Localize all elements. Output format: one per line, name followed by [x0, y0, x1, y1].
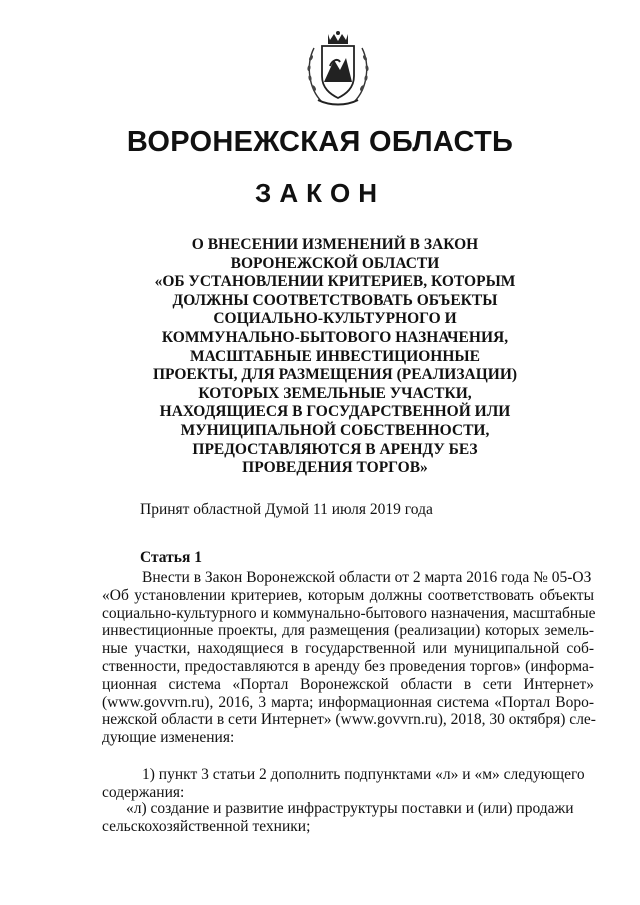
adoption-date: Принят областной Думой 11 июля 2019 года [140, 501, 433, 518]
paragraph-line: нежской области в сети Интернет» (www.govvrn.ru), 2018, 30 октября) сле- [102, 711, 596, 729]
title-line: МУНИЦИПАЛЬНОЙ СОБСТВЕННОСТИ, [180, 421, 490, 439]
title-line: МАСШТАБНЫЕ ИНВЕСТИЦИОННЫЕ [190, 347, 480, 365]
article-paragraph [102, 569, 594, 747]
paragraph-line: 1) пункт 3 статьи 2 дополнить подпунктами «л» и «м» следующего [142, 766, 585, 783]
title-line: ВОРОНЕЖСКОЙ ОБЛАСТИ [230, 254, 440, 272]
paragraph-line: социально-культурного и коммунально-бытового назначения, масштабные [102, 604, 596, 622]
paragraph-line: ционная система «Портал Воронежской области в сети Интернет» [102, 675, 594, 693]
paragraph-line: ственности, предоставляются в аренду без проведения торгов» (информа- [102, 657, 594, 675]
paragraph-line: ные участки, находящиеся в государственной или муниципальной соб- [102, 640, 594, 658]
law-title [140, 236, 530, 478]
paragraph-line: дующие изменения: [102, 729, 235, 747]
paragraph-line: «л) создание и развитие инфраструктуры поставки и (или) продажи [126, 800, 574, 817]
title-line: НАХОДЯЩИЕСЯ В ГОСУДАРСТВЕННОЙ ИЛИ [159, 403, 511, 421]
title-line: ПРЕДОСТАВЛЯЮТСЯ В АРЕНДУ БЕЗ [192, 440, 478, 458]
region-heading: ВОРОНЕЖСКАЯ ОБЛАСТЬ [126, 126, 514, 158]
document-type-heading: ЗАКОН [255, 178, 385, 208]
paragraph-line: инвестиционные проекты, для размещения (реализации) которых земель- [102, 622, 594, 640]
title-line: ДОЛЖНЫ СООТВЕТСТВОВАТЬ ОБЪЕКТЫ [172, 291, 498, 309]
paragraph-line: (www.govvrn.ru), 2016, 3 марта; информационная система «Портал Воро- [102, 693, 594, 711]
paragraph-line: «Об установлении критериев, которым должны соответствовать объекты [102, 586, 594, 604]
article-heading: Статья 1 [140, 549, 202, 566]
paragraph-line: Внести в Закон Воронежской области от 2 марта 2016 года № 05-ОЗ [142, 569, 592, 586]
title-line: ПРОВЕДЕНИЯ ТОРГОВ» [242, 459, 428, 477]
subitem-l [102, 800, 594, 836]
coat-of-arms-icon [300, 30, 376, 110]
title-line: КОТОРЫХ ЗЕМЕЛЬНЫЕ УЧАСТКИ, [198, 384, 472, 402]
crown-icon [328, 31, 348, 44]
title-line: КОММУНАЛЬНО-БЫТОВОГО НАЗНАЧЕНИЯ, [161, 328, 509, 346]
title-line: СОЦИАЛЬНО-КУЛЬТУРНОГО И [213, 310, 457, 328]
amendment-item-1 [102, 766, 594, 802]
title-line: О ВНЕСЕНИИ ИЗМЕНЕНИЙ В ЗАКОН [191, 236, 479, 253]
paragraph-line: содержания: [102, 783, 185, 801]
title-line: ПРОЕКТЫ, ДЛЯ РАЗМЕЩЕНИЯ (РЕАЛИЗАЦИИ) [152, 366, 518, 384]
title-line: «ОБ УСТАНОВЛЕНИИ КРИТЕРИЕВ, КОТОРЫМ [154, 273, 516, 291]
paragraph-line: сельскохозяйственной техники; [102, 817, 311, 835]
